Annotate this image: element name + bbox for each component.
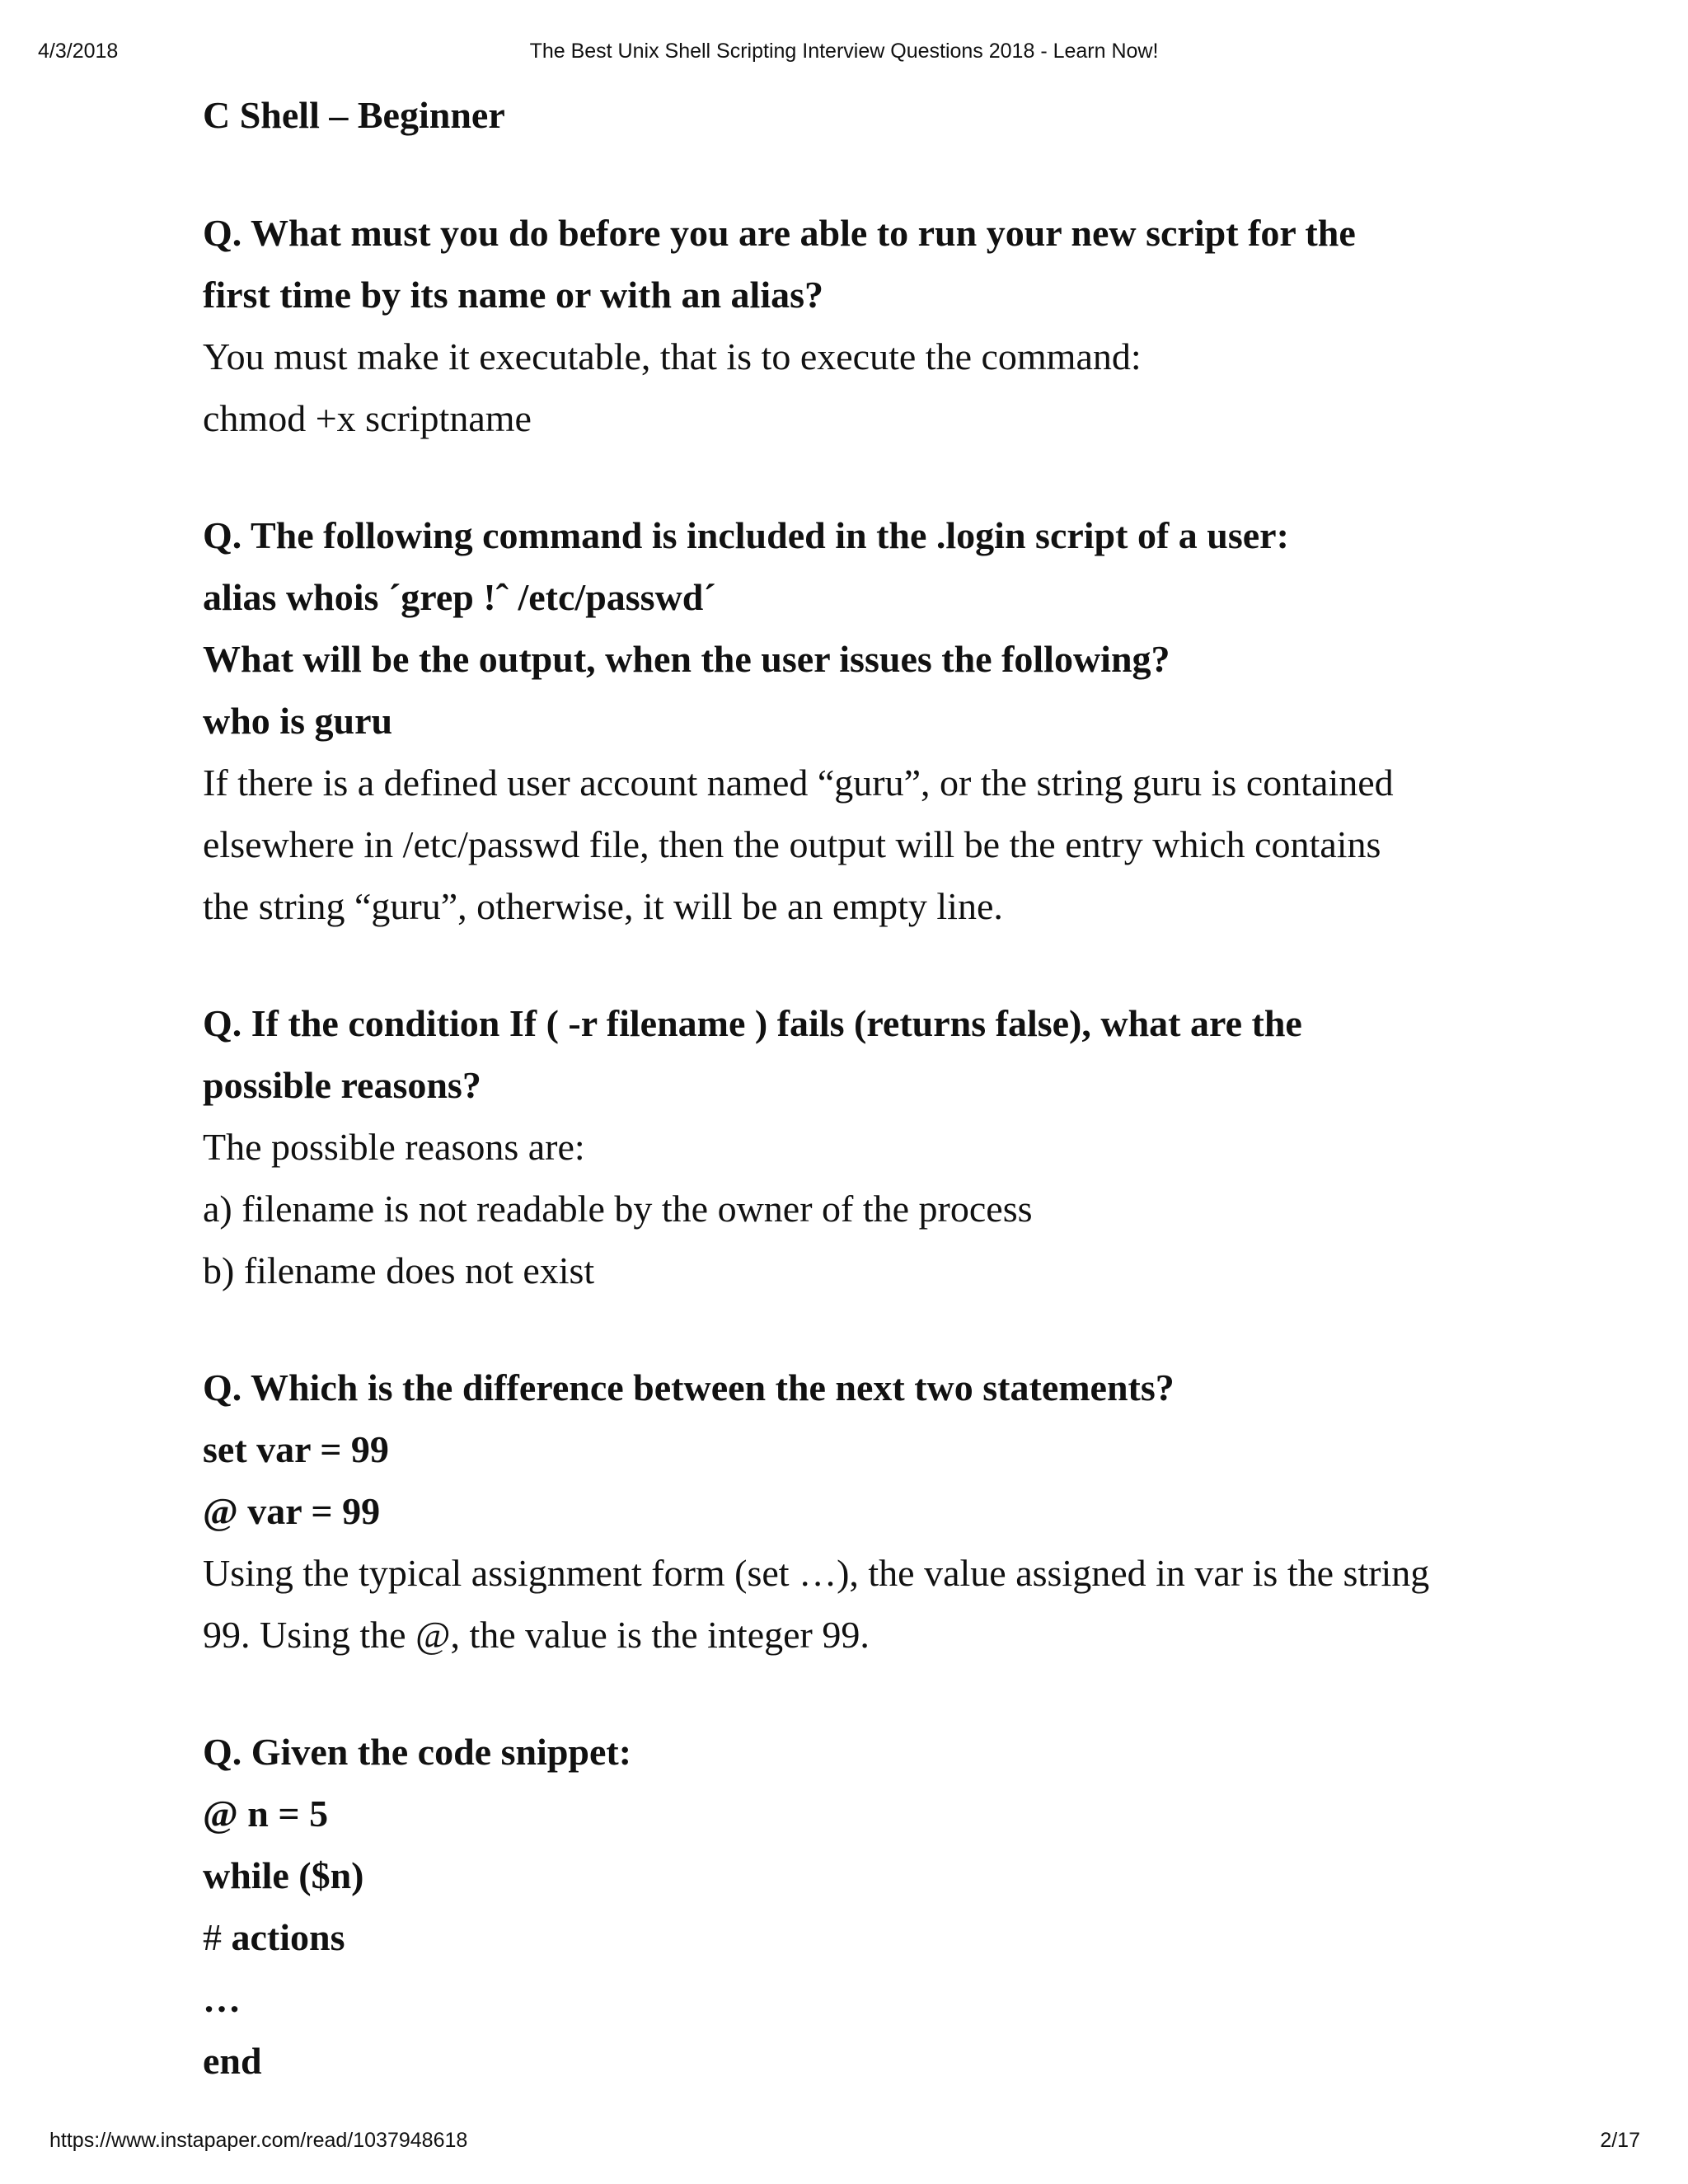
question-line: What will be the output, when the user issues the following? bbox=[203, 638, 1170, 680]
question-line: Q. If the condition If ( -r filename ) fails (returns false), what are the bbox=[203, 1002, 1302, 1044]
question-line: set var = 99 bbox=[203, 1428, 389, 1470]
spacer bbox=[203, 1666, 1489, 1721]
print-url: https://www.instapaper.com/read/1037948618 bbox=[49, 2129, 468, 2152]
qa-block-1 bbox=[203, 202, 1489, 449]
print-page-title: The Best Unix Shell Scripting Interview Questions 2018 - Learn Now! bbox=[529, 40, 1159, 63]
question-line: @ n = 5 bbox=[203, 1793, 329, 1835]
qa-block-3 bbox=[203, 992, 1489, 1301]
comment-text: actions bbox=[231, 1916, 345, 1958]
question-line: who is guru bbox=[203, 700, 393, 742]
answer-line: 99. Using the @, the value is the integer 99. bbox=[203, 1614, 870, 1656]
code-comment-line bbox=[203, 1906, 1489, 1968]
question-line: Q. Given the code snippet: bbox=[203, 1731, 632, 1773]
print-footer bbox=[0, 2129, 1688, 2162]
answer-line: The possible reasons are: bbox=[203, 1126, 585, 1168]
spacer bbox=[203, 1301, 1489, 1357]
answer-line: chmod +x scriptname bbox=[203, 397, 532, 439]
code-end: end bbox=[203, 2040, 262, 2082]
qa-block-4 bbox=[203, 1357, 1489, 1666]
answer-line: You must make it executable, that is to execute the command: bbox=[203, 335, 1142, 377]
question-line: alias whois ´grep !ˆ /etc/passwd´ bbox=[203, 576, 716, 618]
article-body bbox=[203, 84, 1489, 2092]
answer-line: If there is a defined user account named “guru”, or the string guru is contained bbox=[203, 762, 1394, 804]
answer-line: the string “guru”, otherwise, it will be an empty line. bbox=[203, 885, 1003, 927]
answer-line: elsewhere in /etc/passwd file, then the output will be the entry which contains bbox=[203, 823, 1381, 865]
section-title: C Shell – Beginner bbox=[203, 94, 505, 136]
question-line: first time by its name or with an alias? bbox=[203, 274, 824, 316]
question-line: Q. The following command is included in the .login script of a user: bbox=[203, 514, 1289, 556]
question-line: Q. What must you do before you are able to run your new script for the bbox=[203, 212, 1356, 254]
print-header bbox=[0, 40, 1688, 73]
question-line: possible reasons? bbox=[203, 1064, 481, 1106]
question-line: while ($n) bbox=[203, 1854, 364, 1896]
question-line: Q. Which is the difference between the next two statements? bbox=[203, 1366, 1175, 1408]
qa-block-5 bbox=[203, 1721, 1489, 2092]
answer-line: b) filename does not exist bbox=[203, 1249, 595, 1291]
spacer bbox=[203, 449, 1489, 504]
answer-line: Using the typical assignment form (set …), the value assigned in var is the string bbox=[203, 1552, 1430, 1594]
page-number: 2/17 bbox=[1600, 2129, 1640, 2152]
answer-line: a) filename is not readable by the owner of the process bbox=[203, 1188, 1033, 1230]
code-ellipsis: … bbox=[203, 1978, 241, 2020]
comment-hash: # bbox=[203, 1916, 222, 1958]
question-line: @ var = 99 bbox=[203, 1490, 381, 1532]
spacer bbox=[203, 146, 1489, 202]
qa-block-2 bbox=[203, 504, 1489, 937]
spacer bbox=[203, 937, 1489, 992]
print-date: 4/3/2018 bbox=[38, 40, 119, 63]
